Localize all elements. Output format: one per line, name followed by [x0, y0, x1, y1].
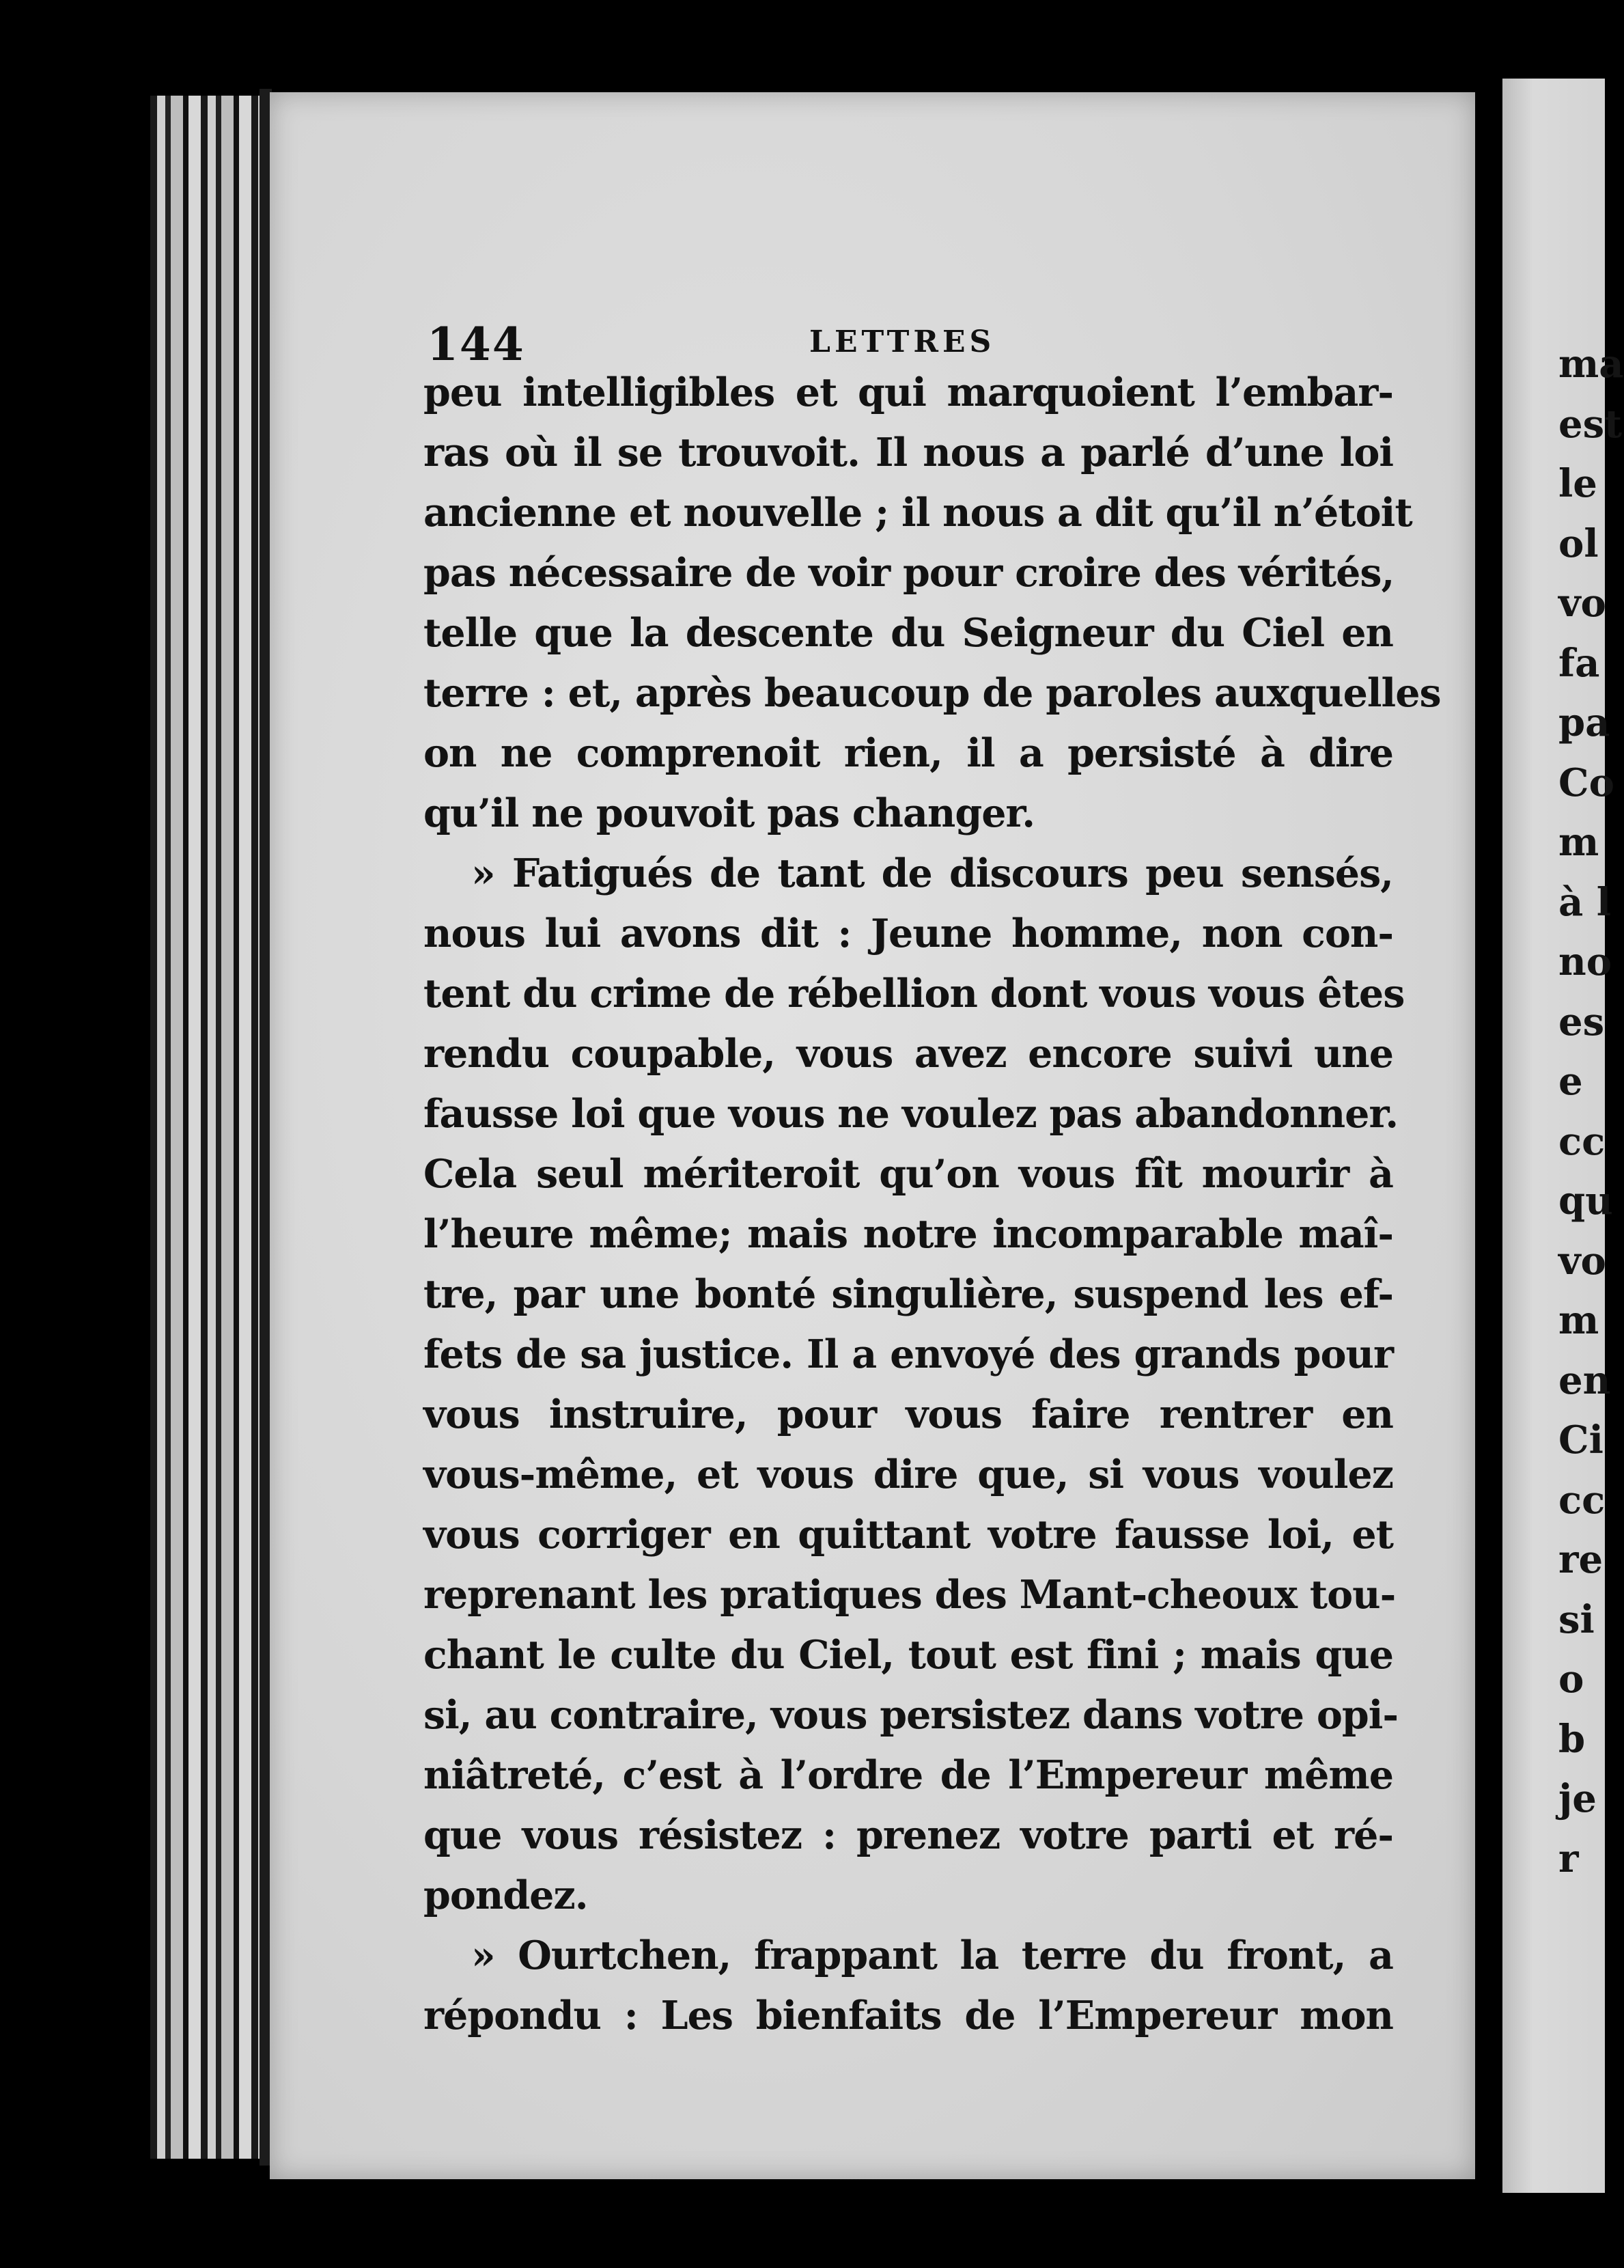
next-page-text-fragment: cc — [1558, 1477, 1606, 1523]
text-line: reprenant les pratiques des Mant-cheoux tou- — [423, 1572, 1396, 1618]
next-page-text-fragment: re — [1558, 1537, 1604, 1582]
next-page-text-fragment: fa — [1558, 640, 1600, 686]
next-page-text-fragment: si — [1558, 1596, 1595, 1642]
next-page-text-fragment: o — [1558, 1657, 1584, 1702]
text-line: nous lui avons dit : Jeune homme, non con- — [423, 911, 1393, 956]
text-line: chant le culte du Ciel, tout est fini ; mais que — [423, 1632, 1393, 1678]
text-line: fausse loi que vous ne voulez pas abandonner. — [423, 1091, 1399, 1137]
text-line: terre : et, après beaucoup de paroles auxquelles — [423, 670, 1441, 716]
body-text — [423, 363, 1441, 2046]
text-line: si, au contraire, vous persistez dans votre opi- — [423, 1692, 1399, 1738]
next-page-text-fragment: cc — [1558, 1118, 1606, 1164]
next-page-text-fragment: vo — [1558, 1238, 1606, 1284]
text-line: qu’il ne pouvoit pas changer. — [423, 790, 1035, 836]
next-page-text-fragment: je — [1558, 1776, 1597, 1821]
text-line: » Fatigués de tant de discours peu sensés, — [471, 850, 1393, 896]
next-page-text-fragment: m — [1558, 1298, 1599, 1343]
page-number: 144 — [427, 318, 525, 371]
text-line: que vous résistez : prenez votre parti et ré- — [423, 1812, 1393, 1858]
next-page-text-fragment: est — [1558, 401, 1623, 447]
next-page-text-fragment: ma — [1558, 342, 1624, 387]
next-page-text-fragment: qu — [1558, 1178, 1613, 1223]
next-page-text-fragment: es — [1558, 999, 1605, 1045]
text-line: répondu : Les bienfaits de l’Empereur mon — [423, 1993, 1393, 2038]
next-page-text-fragment: m — [1558, 820, 1599, 865]
text-line: ancienne et nouvelle ; il nous a dit qu’il n’étoit — [423, 490, 1412, 536]
text-line: niâtreté, c’est à l’ordre de l’Empereur même — [423, 1752, 1393, 1798]
next-page-text-fragment: Co — [1558, 760, 1614, 805]
next-page-edge — [1502, 79, 1624, 2193]
next-page-text-fragment: no — [1558, 939, 1612, 984]
text-line: peu intelligibles et qui marquoient l’embar- — [423, 370, 1393, 415]
text-line: on ne comprenoit rien, il a persisté à dire — [423, 730, 1393, 776]
next-page-text-fragment: à l — [1558, 879, 1612, 925]
text-line: Cela seul mériteroit qu’on vous fît mourir à — [423, 1151, 1393, 1197]
text-line: vous instruire, pour vous faire rentrer en — [423, 1392, 1393, 1437]
next-page-text-fragment: ol — [1558, 521, 1599, 566]
next-page-text-fragment: Ci — [1558, 1418, 1604, 1463]
text-line: pondez. — [423, 1872, 588, 1918]
text-line: tre, par une bonté singulière, suspend les ef- — [423, 1271, 1393, 1317]
text-line: pas nécessaire de voir pour croire des vérités, — [423, 550, 1395, 596]
text-line: l’heure même; mais notre incomparable maî- — [423, 1211, 1393, 1257]
main-page — [270, 92, 1475, 2179]
next-page-text-fragment: r — [1558, 1836, 1579, 1881]
running-header-title: LETTRES — [809, 324, 996, 359]
next-page-text-fragment: en — [1558, 1357, 1611, 1403]
text-line: rendu coupable, vous avez encore suivi une — [423, 1031, 1393, 1077]
next-page-text-fragment: le — [1558, 461, 1597, 506]
text-line: ras où il se trouvoit. Il nous a parlé d’une loi — [423, 430, 1393, 475]
next-page-text-fragment: b — [1558, 1716, 1586, 1762]
text-line: » Ourtchen, frappant la terre du front, a — [471, 1933, 1393, 1978]
text-line: tent du crime de rébellion dont vous vous êtes — [423, 971, 1405, 1017]
next-page-text-fragment: pa — [1558, 700, 1610, 745]
book-binding-gutter — [150, 96, 266, 2159]
text-line: vous corriger en quittant votre fausse loi, et — [423, 1512, 1393, 1558]
running-header — [427, 318, 1410, 371]
text-line: telle que la descente du Seigneur du Ciel en — [423, 610, 1393, 656]
next-page-text-fragment: e — [1558, 1059, 1583, 1104]
text-line: vous-même, et vous dire que, si vous voulez — [423, 1452, 1393, 1497]
text-line: fets de sa justice. Il a envoyé des grands pour — [423, 1331, 1393, 1377]
next-page-text-fragment: vo — [1558, 581, 1606, 626]
